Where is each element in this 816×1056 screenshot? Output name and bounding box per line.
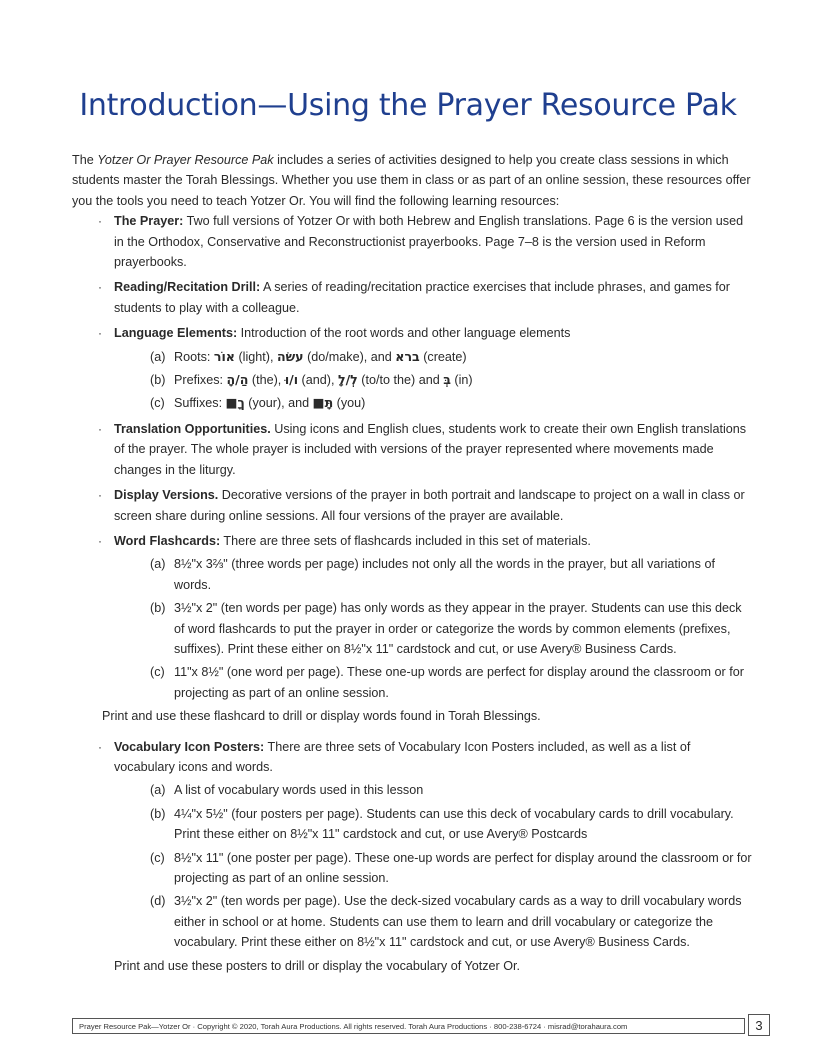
list-item-display-versions: · Display Versions. Decorative versions of the prayer in both portrait and landscape to project on a wall in class or screen share during online sessions. All four versions of the prayer are available. (72, 485, 752, 526)
sub-item: (b) 3½"x 2" (ten words per page) has only words as they appear in the prayer. Students can use this deck of word flashcards to put the prayer in order or categorize the words by common elements (prefixes, suffixes). Print these either on 8½"x 11" cardstock and cut, or use Avery® Business Cards. (150, 601, 742, 656)
footer-copyright: Prayer Resource Pak—Yotzer Or · Copyright © 2020, Torah Aura Productions. All rights reserved. Torah Aura Productions · 800-238-6724 · misrad@torahaura.com (72, 1018, 745, 1034)
flashcard-sublist (114, 554, 752, 703)
list-item-language-elements: · Language Elements: Introduction of the root words and other language elements (a) Roots: אוֹר (light), עשׂה (do/make), and ברא (create) (b) Prefixes: הַ/הָ (the), ו/וּ (and), לְ/לָ (to/to the) and בְּ (in) (c) Suffixes: ךָ■ (your), and תָּ■ (you) (72, 323, 752, 414)
language-sublist (114, 347, 752, 414)
list-item-translation-opportunities: · Translation Opportunities. Using icons and English clues, students work to create their own English translations of the prayer. The whole prayer is included with versions of the prayer represented where movements made changes in the liturgy. (72, 419, 752, 480)
page-number: 3 (748, 1014, 770, 1036)
sub-item: (c) Suffixes: ךָ■ (your), and תָּ■ (you) (150, 395, 366, 411)
page-title: Introduction—Using the Prayer Resource Pak (79, 88, 737, 123)
sub-item: (c) 8½"x 11" (one poster per page). These one-up words are perfect for display around the classroom or for projecting as part of an online session. (150, 850, 752, 885)
sub-item: (a) Roots: אוֹר (light), עשׂה (do/make), and ברא (create) (150, 348, 467, 364)
vocab-sublist (114, 780, 752, 952)
list-item-vocabulary-posters: · Vocabulary Icon Posters: There are three sets of Vocabulary Icon Posters included, as well as a list of vocabulary icons and words. (a) A list of vocabulary words used in this lesson (b) 4¼"x 5½" (four posters per page). Students can use this deck of vocabulary cards to drill vocabulary. Print these either on 8½"x 11" cardstock and cut, or use Avery® Postcards (c) 8½"x 11" (one poster per page). These one-up words are perfect for display around the classroom or for projecting as part of an online session. (d) 3½"x 2" (ten words per page). Use the deck-sized vocabulary cards as a way to drill vocabulary words either in school or at home. Students can use them to learn and drill vocabulary or categorize the vocabulary. Print these either on 8½"x 11" cardstock and cut, or use Avery® Business Cards. (72, 737, 752, 953)
sub-item: (a) A list of vocabulary words used in this lesson (150, 783, 424, 798)
intro-italic-title: Yotzer Or Prayer Resource Pak (97, 153, 274, 167)
sub-item: (a) 8½"x 3⅔" (three words per page) includes not only all the words in the prayer, but all variations of words. (150, 557, 715, 592)
resource-list-2 (72, 737, 752, 953)
flashcard-note: Print and use these flashcard to drill or display words found in Torah Blessings. (102, 709, 541, 724)
bullet: · (98, 739, 102, 754)
list-item-reading-drill: · Reading/Recitation Drill: A series of reading/recitation practice exercises that include phrases, and games for students to play with a colleague. (72, 277, 752, 318)
bullet: · (98, 533, 102, 548)
resource-list (72, 211, 752, 703)
sub-item: (b) Prefixes: הַ/הָ (the), ו/וּ (and), לְ/לָ (to/to the) and בְּ (in) (150, 372, 473, 388)
sub-item: (d) 3½"x 2" (ten words per page). Use the deck-sized vocabulary cards as a way to drill vocabulary words either in school or at home. Students can use them to learn and drill vocabulary or categorize the vocabulary. Print these either on 8½"x 11" cardstock and cut, or use Avery® Business Cards. (150, 894, 742, 950)
bullet: · (98, 421, 102, 436)
vocab-note: Print and use these posters to drill or display the vocabulary of Yotzer Or. (114, 958, 521, 973)
intro-paragraph: The Yotzer Or Prayer Resource Pak includes a series of activities designed to help you create class sessions in which students master the Torah Blessings. Whether you use them in class or as part of an online session, these resources offer you the tools you need to teach Yotzer Or. You will find the following learning resources: (72, 153, 751, 208)
sub-item: (b) 4¼"x 5½" (four posters per page). Students can use this deck of vocabulary cards to drill vocabulary. Print these either on 8½"x 11" cardstock and cut, or use Avery® Postcards (150, 806, 734, 842)
bullet: · (98, 488, 102, 503)
bullet: · (98, 326, 102, 341)
bullet: · (98, 214, 102, 229)
list-item-the-prayer: · The Prayer: Two full versions of Yotzer Or with both Hebrew and English translations. Page 6 is the version used in the Orthodox, Conservative and Reconstructionist prayerbooks. Page 7–8 is the version used in Reform prayerbooks. (72, 211, 752, 272)
list-item-word-flashcards: · Word Flashcards: There are three sets of flashcards included in this set of materials. (a) 8½"x 3⅔" (three words per page) includes not only all the words in the prayer, but all variations of words. (b) 3½"x 2" (ten words per page) has only words as they appear in the prayer. Students can use this deck of word flashcards to put the prayer in order or categorize the words by common elements (prefixes, suffixes). Print these either on 8½"x 11" cardstock and cut, or use Avery® Business Cards. (c) 11"x 8½" (one word per page). These one-up words are perfect for display around the classroom or for projecting as part of an online session. (72, 531, 752, 703)
bullet: · (98, 280, 102, 295)
sub-item: (c) 11"x 8½" (one word per page). These one-up words are perfect for display around the classroom or for projecting as part of an online session. (150, 665, 744, 700)
page-content (72, 150, 752, 976)
